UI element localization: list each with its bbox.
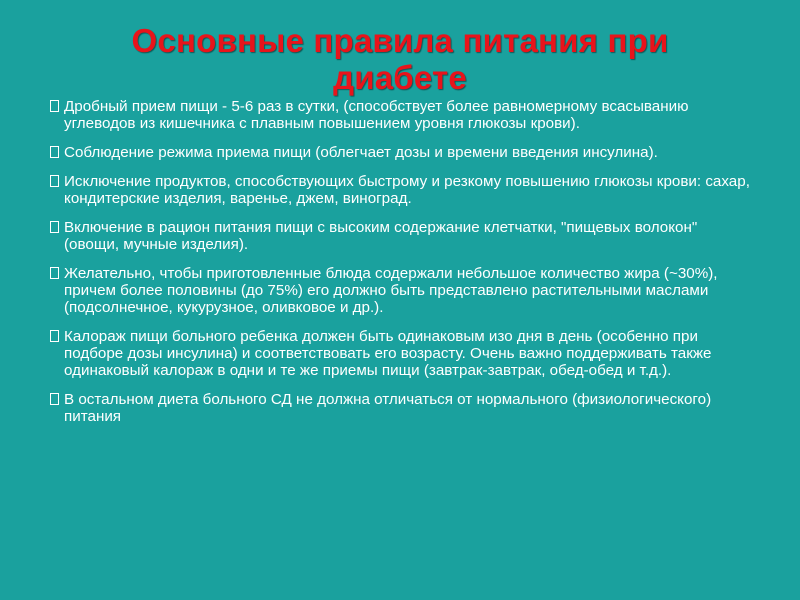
bullet-item [50, 173, 750, 207]
missing-glyph-box-icon [50, 100, 59, 112]
slide-title: Основные правила питания при диабете [131, 22, 669, 96]
missing-glyph-box-icon [50, 267, 59, 279]
bullet-text: Дробный прием пищи - 5-6 раз в сутки, (способствует более равномерному всасыванию углеводов из кишечника с плавным повышением уровня глюкозы крови). [64, 98, 689, 132]
bullet-list [50, 98, 750, 437]
missing-glyph-box-icon [50, 393, 59, 405]
bullet-item [50, 98, 750, 132]
bullet-text: Включение в рацион питания пищи с высоким содержание клетчатки, "пищевых волокон" (овощи, мучные изделия). [64, 219, 698, 253]
missing-glyph-box-icon [50, 330, 59, 342]
bullet-text: Калораж пищи больного ребенка должен быть одинаковым изо дня в день (особенно при подборе дозы инсулина) и соответствовать его возрасту. Очень важно поддерживать также одинаковый калораж в одни и те же приемы пищи (завтрак-завтрак, обед-обед и т.д.). [64, 328, 712, 379]
bullet-item [50, 265, 750, 316]
bullet-item [50, 144, 750, 161]
missing-glyph-box-icon [50, 146, 59, 158]
bullet-text: Желательно, чтобы приготовленные блюда содержали небольшое количество жира (~30%), причем более половины (до 75%) его должно быть представлено растительными маслами (подсолнечное, кукурузное, оливковое и др.). [64, 265, 718, 316]
bullet-text: Исключение продуктов, способствующих быстрому и резкому повышению глюкозы крови: сахар, кондитерские изделия, варенье, джем, виноград. [64, 173, 750, 207]
missing-glyph-box-icon [50, 221, 59, 233]
bullet-text: В остальном диета больного СД не должна отличаться от нормального (физиологического) питания [64, 391, 712, 425]
bullet-item [50, 219, 750, 253]
missing-glyph-box-icon [50, 175, 59, 187]
bullet-item [50, 328, 750, 379]
bullet-item [50, 391, 750, 425]
bullet-text: Соблюдение режима приема пищи (облегчает дозы и времени введения инсулина). [64, 144, 658, 161]
